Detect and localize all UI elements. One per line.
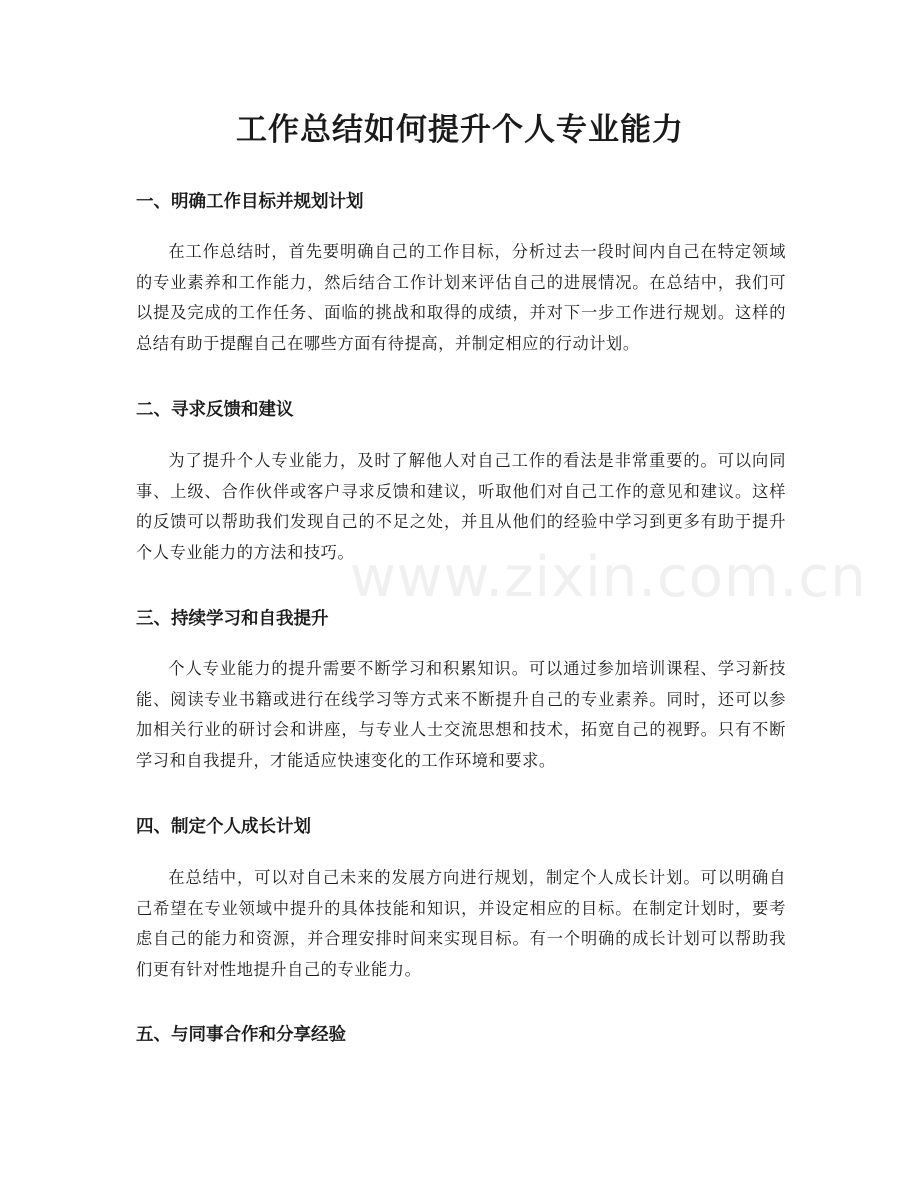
- section-heading-2: 二、寻求反馈和建议: [136, 400, 294, 420]
- section-body-2: 为了提升个人专业能力，及时了解他人对自己工作的看法是非常重要的。可以向同事、上级、合作伙伴或客户寻求反馈和建议，听取他们对自己工作的意见和建议。这样的反馈可以帮助我们发现自己的不足之处，并且从他们的经验中学习到更多有助于提升个人专业能力的方法和技巧。: [136, 451, 786, 562]
- section-heading-5: 五、与同事合作和分享经验: [136, 1025, 346, 1045]
- section-body-1: 在工作总结时，首先要明确自己的工作目标，分析过去一段时间内自己在特定领域的专业素养和工作能力，然后结合工作计划来评估自己的进展情况。在总结中，我们可以提及完成的工作任务、面临的挑战和取得的成绩，并对下一步工作进行规划。这样的总结有助于提醒自己在哪些方面有待提高，并制定相应的行动计划。: [136, 242, 786, 353]
- section-body-4: 在总结中，可以对自己未来的发展方向进行规划，制定个人成长计划。可以明确自己希望在专业领域中提升的具体技能和知识，并设定相应的目标。在制定计划时，要考虑自己的能力和资源，并合理安排时间来实现目标。有一个明确的成长计划可以帮助我们更有针对性地提升自己的专业能力。: [136, 868, 786, 979]
- section-heading-1: 一、明确工作目标并规划计划: [136, 192, 364, 212]
- watermark: www.zixin.com.cn: [350, 545, 867, 610]
- document-title: 工作总结如何提升个人专业能力: [236, 112, 684, 148]
- section-heading-3: 三、持续学习和自我提升: [136, 609, 329, 629]
- section-body-3: 个人专业能力的提升需要不断学习和积累知识。可以通过参加培训课程、学习新技能、阅读专业书籍或进行在线学习等方式来不断提升自己的专业素养。同时，还可以参加相关行业的研讨会和讲座，与专业人士交流思想和技术，拓宽自己的视野。只有不断学习和自我提升，才能适应快速变化的工作环境和要求。: [136, 659, 786, 770]
- section-heading-4: 四、制定个人成长计划: [136, 817, 311, 837]
